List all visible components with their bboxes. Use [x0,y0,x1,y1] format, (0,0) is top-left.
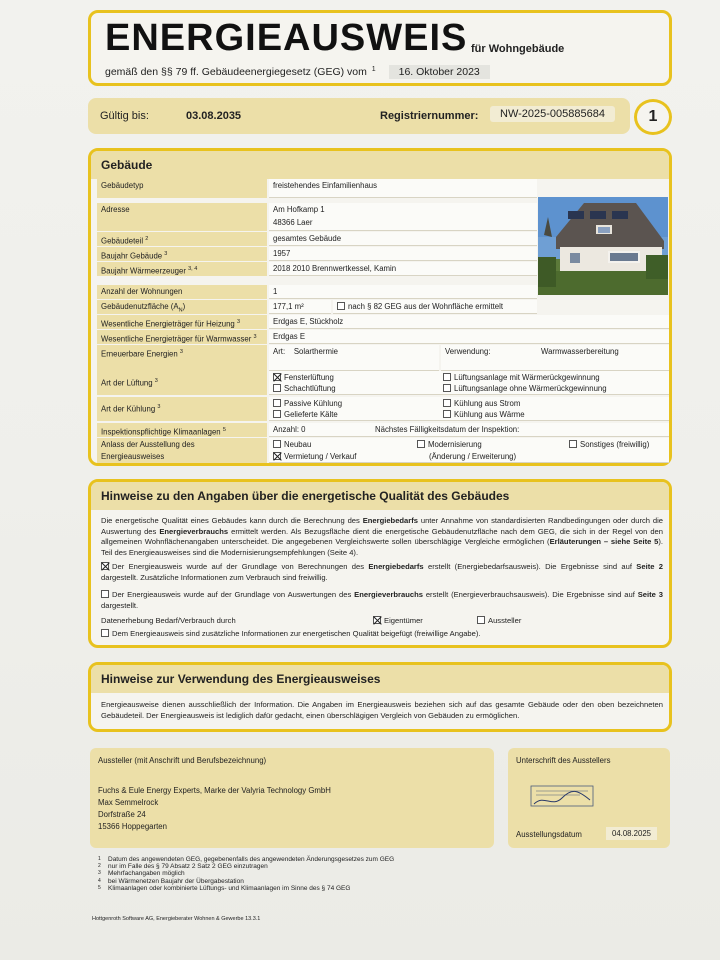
option-label: Modernisierung [428,440,482,449]
footnote-number: 4 [98,877,101,884]
checkbox[interactable] [477,616,485,624]
option-label: Fensterlüftung [284,373,334,382]
text: erstellt (Energiebedarfsausweis). Die Ergebnisse sind auf [423,562,637,571]
use-label: Verwendung: [445,347,491,356]
footnotes [98,856,394,892]
value-units: 1 [269,285,537,299]
option-label: Lüftungsanlage mit Wärmerückgewinnung [454,373,600,382]
label-building-type: Gebäudetyp [97,179,267,198]
area-option-label: nach § 82 GEG aus der Wohnfläche ermittelt [348,302,504,311]
row-heating-carrier [97,315,675,329]
option-owner[interactable] [373,616,423,627]
bold-text: Energiebedarfs [368,562,424,571]
row-water-carrier [97,330,675,344]
usage-paragraph: Energieausweise dienen ausschließlich der Information. Die Angaben im Energieausweis beziehen sich auf das gesamte Gebäude oder den oben bezeichneten Gebäudeteil. Der Energieausweis ist lediglich dafür gedacht, einen überschlägigen Vergleich von Gebäuden zu ermöglichen. [101,700,663,720]
checkbox[interactable] [443,410,451,418]
checkbox[interactable] [273,410,281,418]
checkbox[interactable] [101,590,109,598]
option-label: Aussteller [488,616,522,625]
option-label: Sonstiges (freiwillig) [580,440,650,449]
ventilation-label-text: Art der Lüftung [101,378,153,388]
option-label: Kühlung aus Strom [454,399,521,408]
ventilation-options [269,371,669,395]
value-building-part: gesamtes Gebäude [269,232,537,246]
footnote-ref: 3 [164,251,168,257]
house-photo [538,197,668,295]
option-label: Schachtlüftung [284,384,336,393]
law-reference [105,65,490,79]
footnote-text: Mehrfachangaben möglich [108,870,185,878]
document-title: ENERGIEAUSWEIS [105,17,468,59]
issue-date-value: 04.08.2025 [606,827,657,840]
row-issue-reason [97,438,675,463]
value-renewables-art [269,345,439,371]
area-label-end: ) [182,302,186,311]
label-building-part [97,232,267,246]
building-year-text: Baujahr Gebäude [101,251,163,261]
issue-reason-options [269,438,669,463]
footnote-ref: 3 [154,378,158,384]
checkbox[interactable] [273,399,281,407]
row-area [97,300,537,314]
issuer-street: Dorfstraße 24 [98,810,146,819]
footnote-2 [98,863,394,870]
signature-stamp-image [530,782,594,812]
option-label: Neubau [284,440,312,449]
row-heater-year [97,262,537,276]
value-heating-carrier: Erdgas E, Stückholz [269,315,669,329]
text: Der Energieausweis wurde auf der Grundlage von Berechnungen des [112,562,369,571]
row-address [97,203,537,231]
data-collection-row [101,616,663,627]
modernization-note: (Änderung / Erweiterung) [429,452,517,461]
footnote-number: 2 [98,863,101,870]
text: unter Annahme von standardisierten Randbedingungen oder durch die Auswertung des [101,516,663,536]
value-renewables-use [441,345,669,371]
value-address [269,203,537,231]
option-vent-without-recovery[interactable] [443,383,607,394]
header-box [88,10,672,86]
art-value: Solarthermie [293,347,339,356]
option-modernization[interactable] [417,439,482,450]
building-part-text: Gebäudeteil [101,236,144,246]
label-heater-year [97,262,267,276]
label-area [97,300,267,314]
label-address: Adresse [97,203,267,231]
footnote-3 [98,870,394,877]
checkbox[interactable] [417,440,425,448]
ac-next-inspection: Nächstes Fälligkeitsdatum der Inspektion: [375,425,520,434]
option-label: Vermietung / Verkauf [284,452,357,461]
value-building-year: 1957 [269,247,537,261]
row-ventilation [97,371,675,395]
footnote-ref: 3, 4 [188,266,198,272]
text: ). Teil des Energieausweises sind die Modernisierungsempfehlungen (Seite 4). [101,537,664,557]
water-label-text: Wesentliche Energieträger für Warmwasser [101,334,252,344]
text: dargestellt. Zusätzliche Informationen zum Verbrauch sind freiwillig. [101,572,328,582]
row-building-part [97,232,537,246]
renewables-label-text: Erneuerbare Energien [101,349,178,359]
row-cooling [97,397,675,421]
option-delivered-cooling[interactable] [273,409,338,420]
row-units [97,285,537,299]
value-air-conditioning [269,423,669,437]
bold-text: Energieverbrauchs [159,526,229,536]
data-collection-label: Datenerhebung Bedarf/Verbrauch durch [101,616,236,625]
value-water-carrier: Erdgas E [269,330,669,344]
footnote-number: 5 [98,884,101,891]
option-other[interactable] [569,439,649,450]
document-subtitle: für Wohngebäude [471,43,565,55]
footnote-4 [98,878,394,885]
bold-text: Seite 2 [636,562,663,571]
footnote-ref: 3 [253,334,257,340]
usage-notes-section [88,662,672,732]
checkbox[interactable] [443,399,451,407]
option-label: Gelieferte Kälte [284,410,338,419]
law-footnote-ref: 1 [371,65,376,73]
usage-notes-title: Hinweise zur Verwendung des Energieausweises [91,665,669,693]
address-street: Am Hofkamp 1 [273,205,325,214]
option-cooling-electric[interactable] [443,398,520,409]
row-building-type [97,179,537,198]
value-building-type: freistehendes Einfamilienhaus [269,179,537,198]
issue-date-label: Ausstellungsdatum [516,830,582,839]
option-window-ventilation[interactable] [273,372,334,383]
bold-text: Energiebedarfs [362,516,418,525]
art-label: Art: [273,347,286,356]
footnote-ref: 3 [157,404,161,410]
text: ermittelt werden. Als Bezugsfläche dient die energetische Gebäudenutzfläche nach dem GEG, die sich in der Regel von den allgemeinen Wohnflächenangaben unterscheidet. Die angegebenen Vergleichswerte sollen überschlägige Vergleiche ermöglichen ( [101,526,663,547]
footnote-text: bei Wärmenetzen Baujahr der Übergabestation [108,877,244,885]
valid-until-date: 03.08.2035 [186,110,242,122]
footnote-text: Klimaanlagen oder kombinierte Lüftungs- und Klimaanlagen im Sinne des § 74 GEG [108,884,351,892]
checkbox[interactable] [273,384,281,392]
footnote-text: Datum des angewendeten GEG, gegebenenfalls des angewendeten Änderungsgesetzes zum GEG [108,856,395,863]
text: dargestellt. [101,600,139,610]
checkbox[interactable] [337,302,345,310]
footnote-5 [98,885,394,892]
checkbox-checked[interactable] [101,562,109,570]
option-consumption-certificate[interactable] [101,590,663,611]
bold-text: Seite 3 [637,590,663,599]
use-value: Warmwasserbereitung [541,347,619,356]
law-text: gemäß den §§ 79 ff. Gebäudeenergiegesetz (GEG) vom [105,66,367,78]
option-passive-cooling[interactable] [273,398,342,409]
quality-notes-title: Hinweise zu den Angaben über die energetische Qualität des Gebäudes [91,482,669,510]
option-vent-with-recovery[interactable] [443,372,600,383]
area-subscript: N [178,307,183,314]
footnote-1 [98,856,394,863]
law-date: 16. Oktober 2023 [389,65,490,79]
issuer-city: 15366 Hoppegarten [98,822,167,831]
registration-label: Registriernummer: [380,110,479,122]
signature-label: Unterschrift des Ausstellers [516,756,611,765]
checkbox[interactable] [101,629,109,637]
heating-label-text: Wesentliche Energieträger für Heizung [101,319,235,329]
option-rent-sale[interactable] [273,451,356,462]
cooling-label-text: Art der Kühlung [101,404,156,414]
option-extra-info[interactable] [101,629,663,640]
label-building-year [97,247,267,261]
issuer-person: Max Semmelrock [98,798,159,807]
option-shaft-ventilation[interactable] [273,383,336,394]
checkbox-checked[interactable] [273,452,281,460]
option-cooling-heat[interactable] [443,409,525,420]
heater-year-text: Baujahr Wärmeerzeuger [101,266,186,276]
label-ventilation [97,371,267,395]
option-issuer[interactable] [477,616,521,627]
software-credit: Hottgenroth Software AG, Energieberater Wohnen & Gewerbe 13.3.1 [92,916,261,922]
page-number-badge: 1 [634,99,672,135]
validity-bar [88,98,630,134]
reason-label-line1: Anlass der Ausstellung des [101,440,195,449]
area-option[interactable] [333,300,537,314]
footnote-ref: 3 [236,319,241,325]
address-city: 48366 Laer [273,218,313,227]
option-label: Lüftungsanlage ohne Wärmerückgewinnung [454,384,607,393]
text: Dem Energieausweis sind zusätzliche Informationen zur energetischen Qualität beigefügt (freiwillige Angabe). [112,629,481,638]
value-heater-year: 2018 2010 Brennwertkessel, Kamin [269,262,537,276]
label-water-carrier [97,330,267,344]
signature-box [508,748,670,848]
footnote-number: 3 [98,870,101,877]
option-new-building[interactable] [273,439,311,450]
ac-label-text: Inspektionspflichtige Klimaanlagen [101,427,221,437]
checkbox[interactable] [443,373,451,381]
quality-notes-section [88,479,672,648]
option-label: Eigentümer [384,616,423,625]
registration-number: NW-2025-005885684 [490,106,615,122]
option-label: Passive Kühlung [284,399,343,408]
row-air-conditioning [97,423,675,437]
reason-label-line2: Energieausweises [101,452,165,461]
label-renewables [97,345,267,371]
footnote-ref: 2 [145,236,149,242]
quality-intro-paragraph [101,516,663,558]
issuer-label: Aussteller (mit Anschrift und Berufsbezeichnung) [98,756,267,765]
ac-count: Anzahl: 0 [273,425,306,434]
bold-text: Energieverbrauchs [354,590,423,599]
row-building-year [97,247,537,261]
footnote-text: nur im Falle des § 79 Absatz 2 Satz 2 GEG einzutragen [108,863,268,871]
row-renewables [97,345,675,371]
text: erstellt (Energieverbrauchsausweis). Die Ergebnisse sind auf [422,590,638,599]
building-section-title: Gebäude [91,151,669,179]
issuer-company: Fuchs & Eule Energy Experts, Marke der Valyria Technology GmbH [98,786,331,795]
value-area: 177,1 m² [269,300,331,314]
label-heating-carrier [97,315,267,329]
checkbox-checked[interactable] [273,373,281,381]
label-air-conditioning [97,423,267,437]
issuer-box [90,748,494,848]
checkbox-checked[interactable] [373,616,381,624]
cooling-options [269,397,669,421]
footnote-number: 1 [98,856,101,862]
building-section [88,148,672,466]
area-label-text: Gebäudenutzfläche (A [101,302,179,311]
text: Der Energieausweis wurde auf der Grundlage von Auswertungen des [112,590,355,599]
footnote-ref: 5 [222,427,226,433]
checkbox[interactable] [443,384,451,392]
option-demand-certificate[interactable] [101,562,663,583]
checkbox[interactable] [273,440,281,448]
footnote-ref: 3 [179,349,183,355]
issuer-address [98,785,331,833]
bold-text: Erläuterungen – siehe Seite 5 [549,537,659,547]
option-label: Kühlung aus Wärme [454,410,525,419]
valid-until-label: Gültig bis: [100,110,149,122]
label-units: Anzahl der Wohnungen [97,285,267,299]
label-cooling [97,397,267,421]
label-issue-reason [97,438,267,463]
text: Die energetische Qualität eines Gebäudes kann durch die Berechnung des [101,516,363,525]
checkbox[interactable] [569,440,577,448]
